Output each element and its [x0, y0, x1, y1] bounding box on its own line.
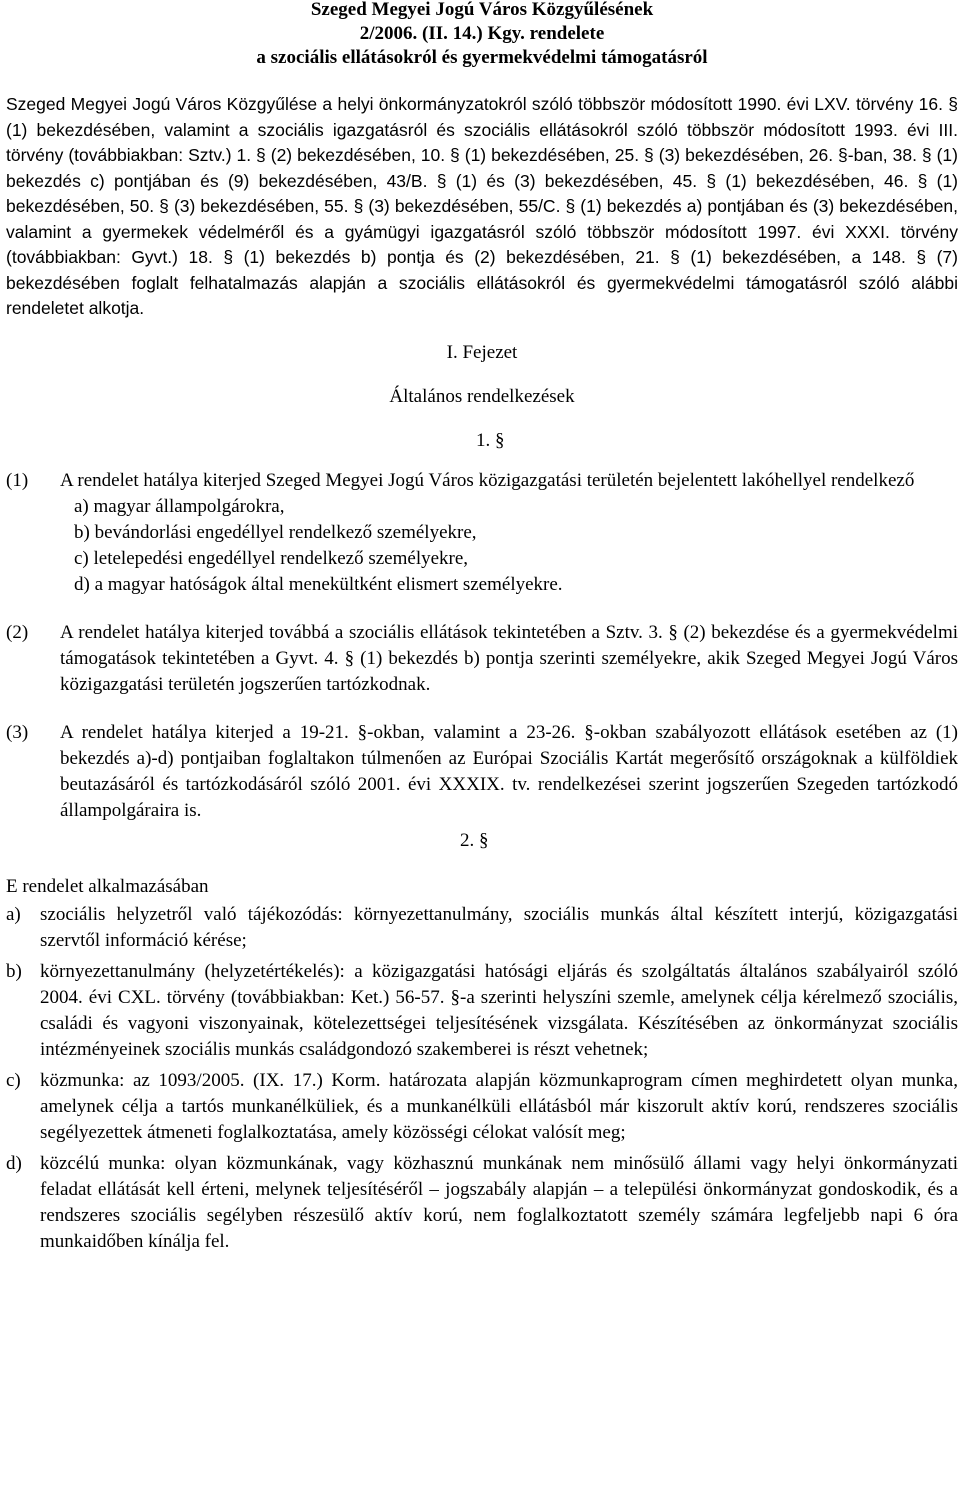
section-1-paragraph-2	[6, 620, 958, 698]
chapter-subheading: Általános rendelkezések	[389, 385, 575, 407]
section-2-intro: E rendelet alkalmazásában	[6, 875, 209, 897]
definition-label: b)	[6, 960, 22, 982]
preamble: Szeged Megyei Jogú Város Közgyűlése a helyi önkormányzatokról szóló többször módosított 1990. évi LXV. törvény 16. § (1) bekezdésében, valamint a szociális igazgatásról és szociális ellátásokról szóló többször módosított 1993. évi III. törvény (továbbiakban: Sztv.) 1. § (2) bekezdésében, 10. § (1) bekezdésében, 25. § (3) bekezdésében, 26. §-ban, 38. § (1) bekezdés c) pontjában és (9) bekezdésében, 43/B. § (1) és (3) bekezdésében, 45. § (1) bekezdésében, 46. § (1) bekezdésében, 50. § (3) bekezdésében, 55. § (3) bekezdésében, 55/C. § (1) bekezdés a) pontjában és (3) bekezdésében, valamint a gyermekek védelméről és a gyámügyi igazgatásról szóló többször módosított 1997. évi XXXI. törvény (továbbiakban: Gyvt.) 18. § (1) bekezdés b) pontja és (2) bekezdésében, 21. § (1) bekezdésében, a 148. § (7) bekezdésében foglalt felhatalmazás alapján a szociális ellátásokról és gyermekvédelmi támogatásról szóló alábbi rendeletet alkotja.	[6, 94, 958, 318]
definition-label: d)	[6, 1152, 22, 1174]
section-2-label: 2. §	[460, 829, 489, 851]
paragraph-body	[60, 468, 958, 598]
title-line-3: a szociális ellátásokról és gyermekvédelmi támogatásról	[256, 47, 708, 68]
definition-item	[6, 902, 958, 954]
paragraph-text: A rendelet hatálya kiterjed továbbá a szociális ellátások tekintetében a Sztv. 3. § (2) bekezdése és a gyermekvédelmi támogatások tekintetében a Gyvt. 4. § (1) bekezdés b) pontja szerinti személyekre, akik Szeged Megyei Jogú Város közigazgatási területén jogszerűen tartózkodnak.	[60, 621, 958, 695]
definition-text: környezettanulmány (helyzetértékelés): a közigazgatási hatósági eljárás és szolgáltatás általános szabályairól szóló 2004. évi CXL. törvény (továbbiakban: Ket.) 56-57. §-a szerinti helyszíni szemle, amelynek célja kérelmező szociális, családi és vagyoni viszonyainak, kötelezettségei teljesítésének vizsgálata. Készítésében az önkormányzat szociális intézményeinek szociális munkás családgondozó szakemberei is részt vehetnek;	[40, 960, 958, 1060]
paragraph-number: (3)	[6, 721, 29, 743]
definition-item	[6, 959, 958, 1063]
section-1-paragraph-1	[6, 468, 958, 598]
list-item: a) magyar állampolgárokra,	[74, 495, 285, 517]
paragraph-text: A rendelet hatálya kiterjed a 19-21. §-okban, valamint a 23-26. §-okban szabályozott ellátások esetében az (1) bekezdés a)-d) pontjaiban foglaltakon túlmenően az Európai Szociális Kartát megerősítő országoknak a külföldiek beutazásáról és tartózkodásáról szóló 2001. évi XXXIX. tv. rendelkezései szerint jogszerűen Szegeden tartózkodó állampolgáraira is.	[60, 721, 958, 821]
definition-text: közmunka: az 1093/2005. (IX. 17.) Korm. határozata alapján közmunkaprogram címen meghirdetett olyan munka, amelynek célja a tartós munkanélküliek, és a munkanélküli ellátásból már kiszorult aktív korú, rendszeres szociális segélyezettek átmeneti foglalkoztatása, amely közösségi célokat valósít meg;	[40, 1069, 958, 1143]
paragraph-number: (1)	[6, 469, 29, 491]
title-line-2: 2/2006. (II. 14.) Kgy. rendelete	[359, 23, 605, 44]
definition-item	[6, 1068, 958, 1146]
section-1-label: 1. §	[476, 429, 505, 451]
paragraph-text: A rendelet hatálya kiterjed Szeged Megyei Jogú Város közigazgatási területén bejelentett lakóhellyel rendelkező	[60, 469, 915, 491]
list-item: c) letelepedési engedéllyel rendelkező személyekre,	[74, 547, 469, 569]
document-title	[6, 0, 958, 70]
definition-text: közcélú munka: olyan közmunkának, vagy közhasznú munkának nem minősülő állami vagy helyi önkormányzati feladat ellátását kell érteni, melynek teljesítéséről – jogszabály alapján – a települési önkormányzat gondoskodik, és a rendszeres szociális segélyben részesülő aktív korú, nem foglalkoztatott személy számára legfeljebb napi 6 óra munkaidőben kínálja fel.	[40, 1152, 958, 1252]
definition-label: a)	[6, 903, 21, 925]
chapter-heading: I. Fejezet	[446, 341, 518, 363]
title-line-1: Szeged Megyei Jogú Város Közgyűlésének	[310, 0, 654, 20]
definition-item	[6, 1151, 958, 1255]
definition-text: szociális helyzetről való tájékozódás: környezettanulmány, szociális munkás által készített interjú, közigazgatási szervtől információ kérése;	[40, 903, 958, 951]
paragraph-number: (2)	[6, 621, 29, 643]
list-item: b) bevándorlási engedéllyel rendelkező személyekre,	[74, 521, 477, 543]
definition-label: c)	[6, 1069, 21, 1091]
section-1-paragraph-3	[6, 720, 958, 824]
list-item: d) a magyar hatóságok által menekültként elismert személyekre.	[74, 573, 563, 595]
